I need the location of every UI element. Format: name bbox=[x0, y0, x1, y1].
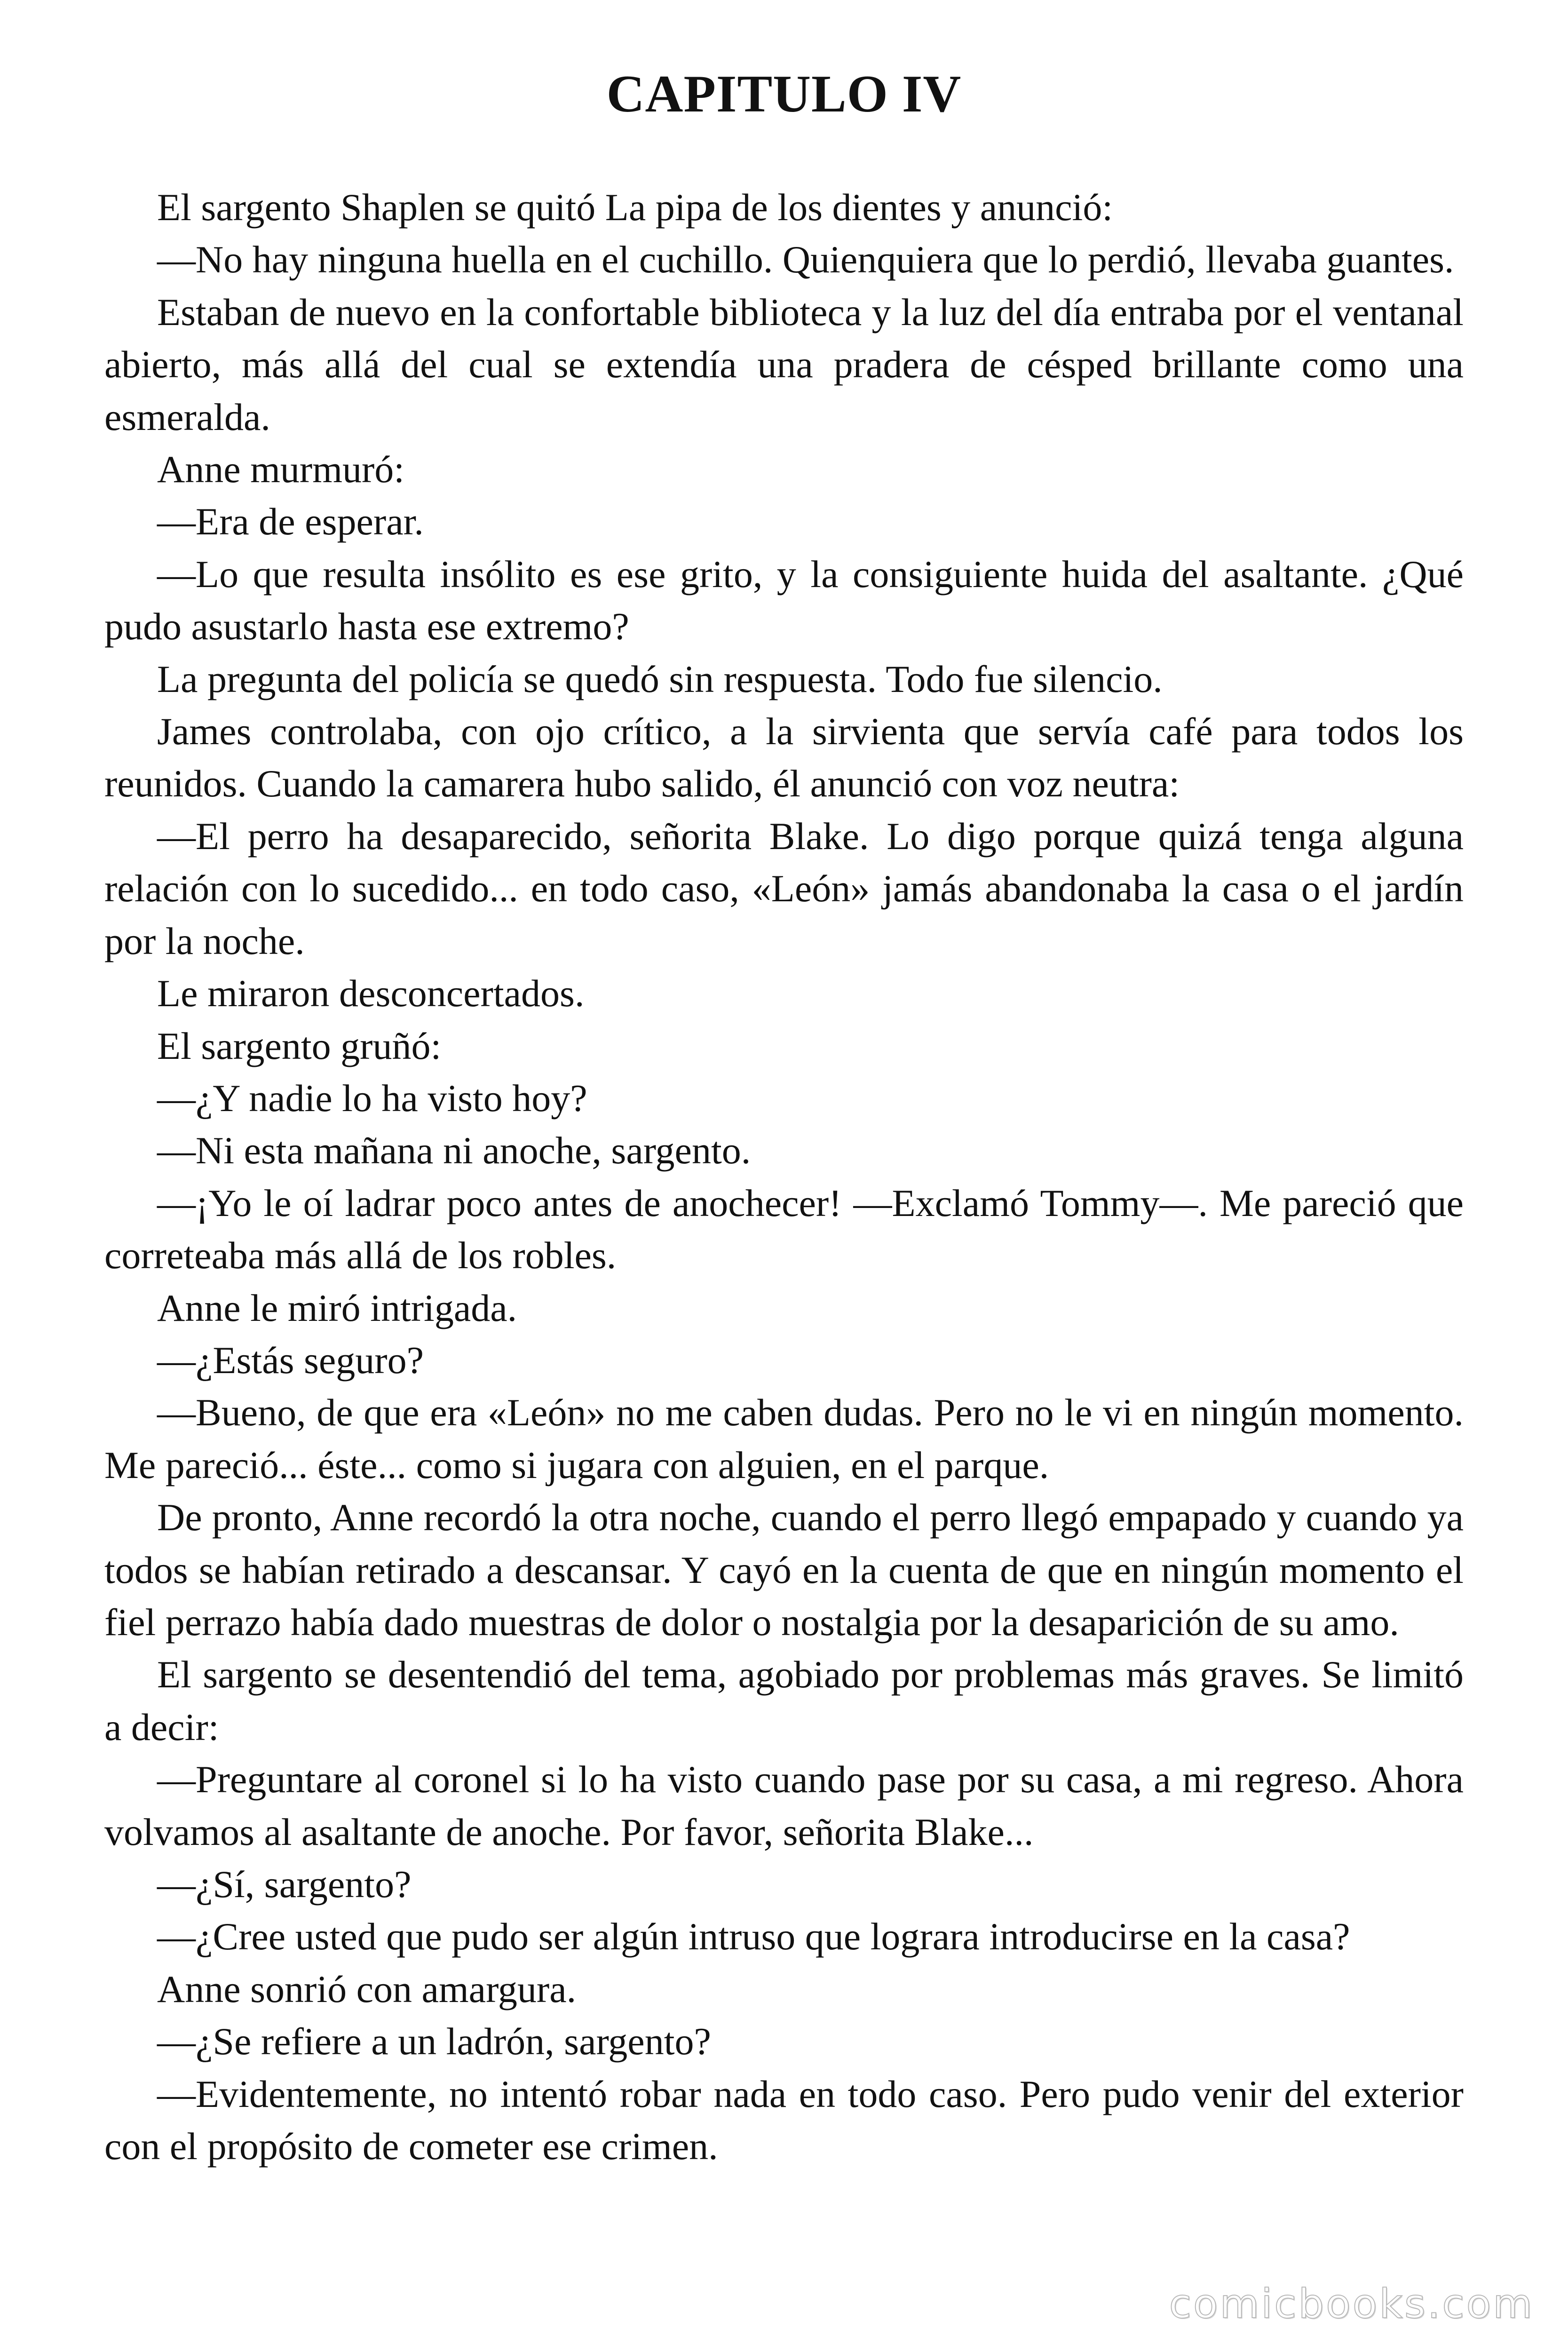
paragraph: —¿Se refiere a un ladrón, sargento? bbox=[157, 2020, 711, 2063]
paragraph: —Ni esta mañana ni anoche, sargento. bbox=[157, 1129, 751, 1172]
paragraph: —Evidentemente, no intentó robar nada en todo caso. Pero pudo venir del exterior con el propósito de cometer ese crimen. bbox=[104, 2072, 1464, 2168]
paragraph: —El perro ha desaparecido, señorita Blake. Lo digo porque quizá tenga alguna relación con lo sucedido... en todo caso, «León» jamás abandonaba la casa o el jardín por la noche. bbox=[104, 814, 1464, 962]
paragraph: James controlaba, con ojo crítico, a la sirvienta que servía café para todos los reunidos. Cuando la camarera hubo salido, él anunció con voz neutra: bbox=[104, 710, 1464, 805]
paragraph: Le miraron desconcertados. bbox=[157, 972, 585, 1015]
paragraph: —¿Estás seguro? bbox=[157, 1338, 424, 1382]
paragraph: Anne sonrió con amargura. bbox=[157, 1967, 577, 2010]
watermark: comicbooks.com bbox=[1169, 2280, 1534, 2328]
paragraph: —Preguntare al coronel si lo ha visto cuando pase por su casa, a mi regreso. Ahora volvamos al asaltante de anoche. Por favor, señorita Blake... bbox=[104, 1758, 1464, 1853]
paragraph: La pregunta del policía se quedó sin respuesta. Todo fue silencio. bbox=[157, 657, 1163, 700]
paragraph: —No hay ninguna huella en el cuchillo. Quienquiera que lo perdió, llevaba guantes. bbox=[157, 238, 1454, 281]
book-page bbox=[104, 61, 1464, 2172]
paragraph: —¡Yo le oí ladrar poco antes de anochecer! —Exclamó Tommy—. Me pareció que correteaba más allá de los robles. bbox=[104, 1181, 1464, 1277]
paragraph: —Lo que resulta insólito es ese grito, y la consiguiente huida del asaltante. ¿Qué pudo asustarlo hasta ese extremo? bbox=[104, 552, 1464, 648]
paragraph: Anne le miró intrigada. bbox=[157, 1286, 517, 1329]
paragraph: —¿Sí, sargento? bbox=[157, 1863, 412, 1906]
paragraph: El sargento Shaplen se quitó La pipa de los dientes y anunció: bbox=[157, 186, 1113, 229]
paragraph: —Era de esperar. bbox=[157, 500, 424, 543]
paragraph: El sargento se desentendió del tema, agobiado por problemas más graves. Se limitó a decir: bbox=[104, 1653, 1464, 1748]
chapter-body bbox=[104, 181, 1464, 2172]
paragraph: De pronto, Anne recordó la otra noche, cuando el perro llegó empapado y cuando ya todos se habían retirado a descansar. Y cayó en la cuenta de que en ningún momento el fiel perrazo había dado muestras de dolor o nostalgia por la desaparición de su amo. bbox=[104, 1496, 1464, 1644]
paragraph: Anne murmuró: bbox=[157, 448, 405, 491]
paragraph: Estaban de nuevo en la confortable biblioteca y la luz del día entraba por el ventanal abierto, más allá del cual se extendía una pradera de césped brillante como una esmeralda. bbox=[104, 290, 1464, 438]
paragraph: —¿Cree usted que pudo ser algún intruso que lograra introducirse en la casa? bbox=[157, 1915, 1350, 1958]
chapter-title: CAPITULO IV bbox=[606, 65, 962, 123]
paragraph: —Bueno, de que era «León» no me caben dudas. Pero no le vi en ningún momento. Me pareció... éste... como si jugara con alguien, en el parque. bbox=[104, 1391, 1464, 1486]
paragraph: —¿Y nadie lo ha visto hoy? bbox=[157, 1076, 587, 1120]
paragraph: El sargento gruñó: bbox=[157, 1024, 442, 1067]
